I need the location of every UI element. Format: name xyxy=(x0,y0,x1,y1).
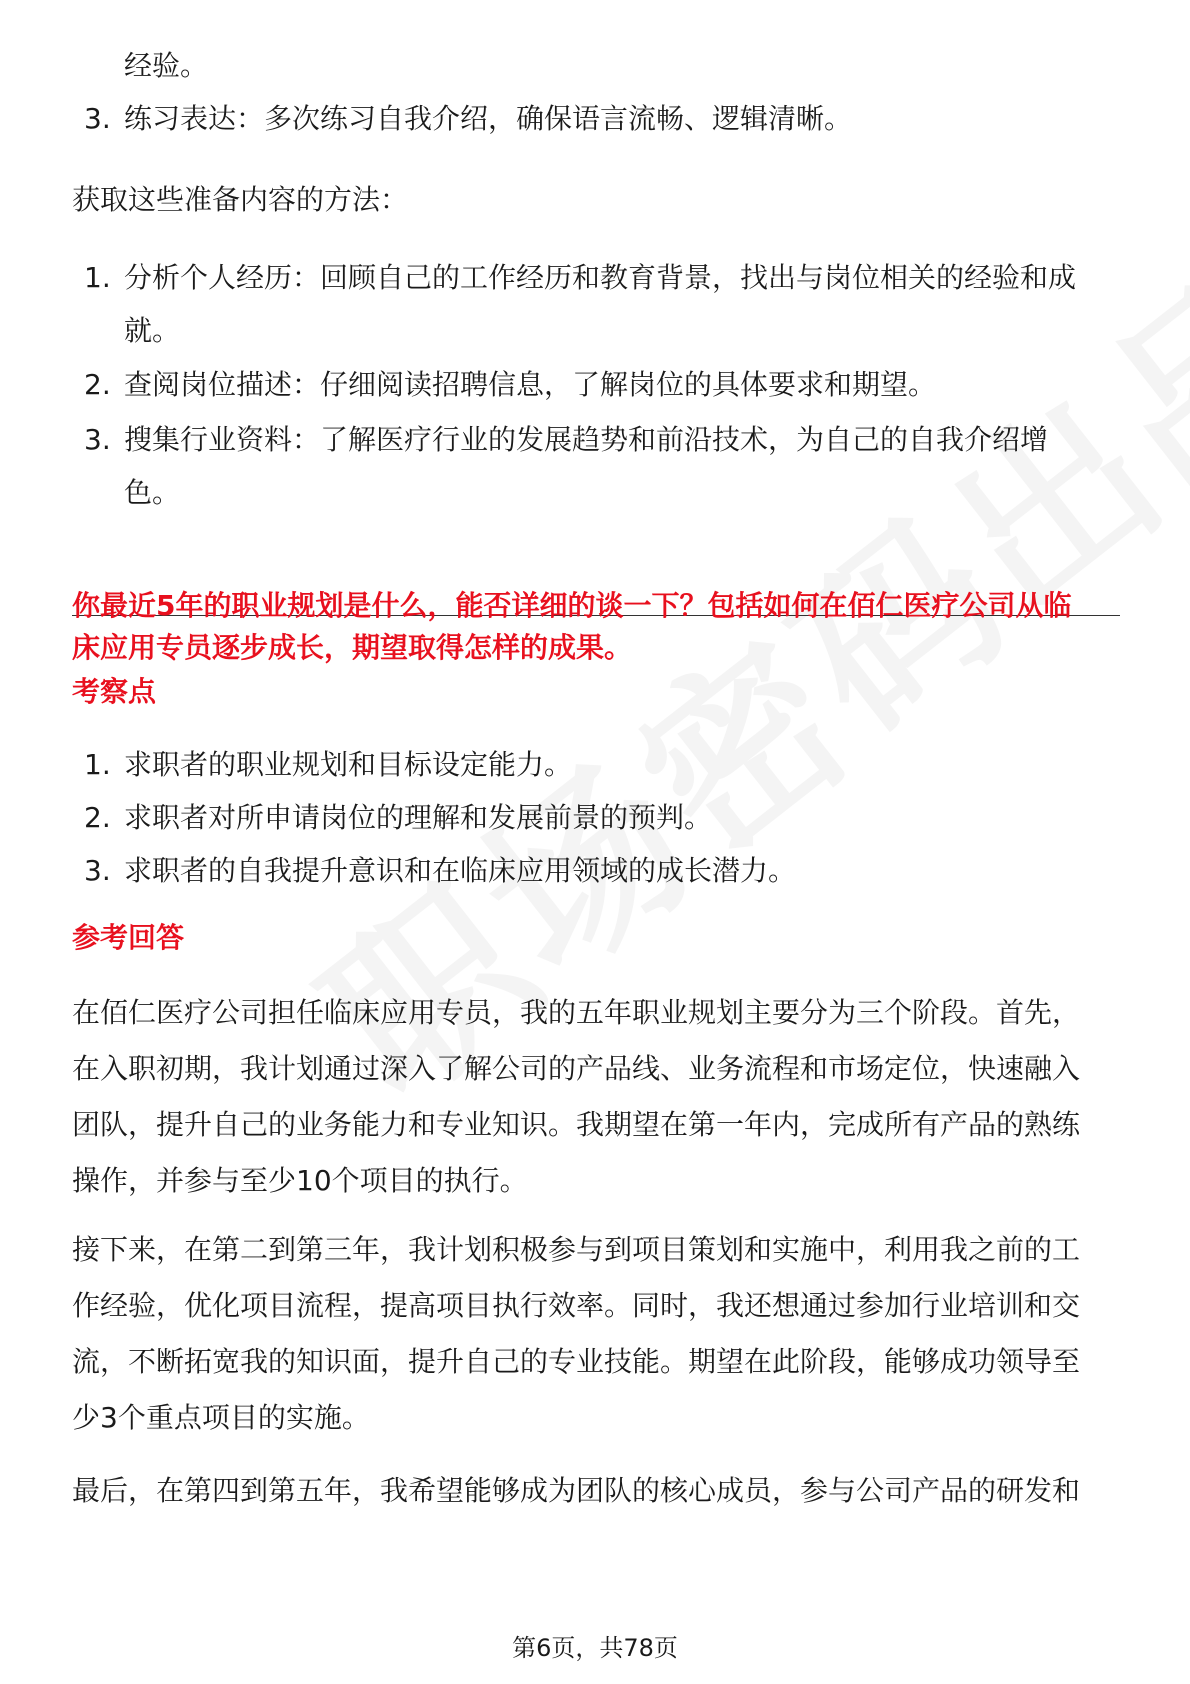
list-text: 求职者的自我提升意识和在临床应用领域的成长潜力。 xyxy=(124,854,797,887)
list-number: 2. xyxy=(84,368,111,401)
paragraph-line: 流，不断拓宽我的知识面，提升自己的专业技能。期望在此阶段，能够成功领导至 xyxy=(72,1345,1081,1378)
paragraph-line: 少3个重点项目的实施。 xyxy=(72,1401,370,1434)
list-text: 练习表达：多次练习自我介绍，确保语言流畅、逻辑清晰。 xyxy=(124,102,853,135)
list-number: 1. xyxy=(84,748,111,781)
list-text: 求职者的职业规划和目标设定能力。 xyxy=(124,748,573,781)
answer-heading: 参考回答 xyxy=(72,921,185,954)
list-text: 求职者对所申请岗位的理解和发展前景的预判。 xyxy=(124,801,713,834)
answer-paragraph xyxy=(72,985,1122,1209)
list-number: 2. xyxy=(84,801,111,834)
answer-paragraph xyxy=(72,1222,1122,1446)
paragraph-line: 接下来，在第二到第三年，我计划积极参与到项目策划和实施中，利用我之前的工 xyxy=(72,1233,1081,1266)
paragraph-line: 在入职初期，我计划通过深入了解公司的产品线、业务流程和市场定位，快速融入 xyxy=(72,1052,1081,1085)
list-number: 3. xyxy=(84,854,111,887)
paragraph-line: 操作，并参与至少10个项目的执行。 xyxy=(72,1164,528,1197)
paragraph-line: 在佰仁医疗公司担任临床应用专员，我的五年职业规划主要分为三个阶段。首先， xyxy=(72,996,1081,1029)
page-number: 第6页，共78页 xyxy=(512,1634,678,1662)
paragraph-line: 团队，提升自己的业务能力和专业知识。我期望在第一年内，完成所有产品的熟练 xyxy=(72,1108,1081,1141)
list-text-line1: 查阅岗位描述：仔细阅读招聘信息，了解岗位的具体要求和期望。 xyxy=(124,368,937,401)
paragraph-line: 作经验，优化项目流程，提高项目执行效率。同时，我还想通过参加行业培训和交 xyxy=(72,1289,1081,1322)
list-text-line1: 分析个人经历：回顾自己的工作经历和教育背景，找出与岗位相关的经验和成 xyxy=(124,261,1077,294)
list-text-line2: 色。 xyxy=(124,476,181,509)
question-line: 你最近5年的职业规划是什么，能否详细的谈一下？包括如何在佰仁医疗公司从临 xyxy=(72,589,1072,622)
question-line: 床应用专员逐步成长，期望取得怎样的成果。 xyxy=(72,631,633,664)
list-number: 1. xyxy=(84,261,111,294)
list-text-line2: 就。 xyxy=(124,314,181,347)
list-number: 3. xyxy=(84,102,111,135)
list-continuation: 经验。 xyxy=(124,49,209,82)
paragraph-line: 最后，在第四到第五年，我希望能够成为团队的核心成员，参与公司产品的研发和 xyxy=(72,1474,1081,1507)
list-text-line1: 搜集行业资料：了解医疗行业的发展趋势和前沿技术，为自己的自我介绍增 xyxy=(124,423,1049,456)
methods-intro: 获取这些准备内容的方法： xyxy=(72,183,409,216)
answer-paragraph xyxy=(72,1463,1122,1519)
question-heading xyxy=(72,585,1122,669)
assessment-heading: 考察点 xyxy=(72,675,157,708)
list-number: 3. xyxy=(84,423,111,456)
